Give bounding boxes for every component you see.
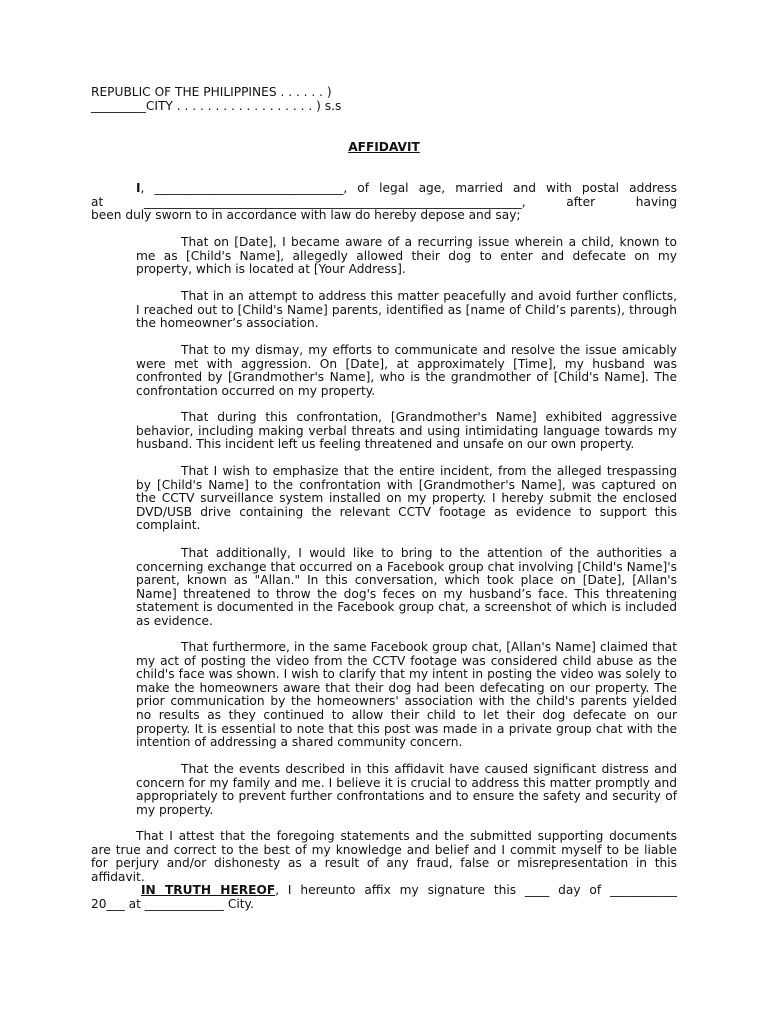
- paragraph-4-text: That during this confrontation, [Grandmother's Name] exhibited aggressive behavior, including making verbal threats and using intimidating language towards my husband. This incident left us feeling threatened and unsafe on our own property.: [136, 410, 677, 452]
- attestation-text: That I attest that the foregoing statements and the submitted supporting documents are true and correct to the best of my knowledge and belief and I commit myself to be liable for perjury and/or dishonesty as a result of any fraud, false or misrepresentation in this affidavit.: [91, 829, 677, 884]
- paragraph-6: [136, 547, 677, 629]
- paragraph-4: [136, 411, 677, 452]
- signature-clause: [91, 884, 677, 911]
- paragraph-8: [136, 763, 677, 817]
- signature-clause-line-2: 20___ at _____________ City.: [91, 896, 254, 911]
- intro-line-3: been duly sworn to in accordance with law do hereby depose and say;: [91, 208, 521, 223]
- intro-paragraph: [91, 182, 677, 223]
- paragraph-7-text: That furthermore, in the same Facebook group chat, [Allan's Name] claimed that my act of posting the video from the CCTV footage was considered child abuse as the child's face was shown. I wish to clarify that my intent in posting the video was solely to make the homeowners aware that their dog had been defecating on our property. The prior communication by the homeowners' association with the child's parents yielded no results as they continued to allow their child to let their dog defecate on our property. It is essential to note that this post was made in a private group chat with the intention of addressing a shared community concern.: [136, 640, 677, 750]
- venue-header: [91, 86, 341, 114]
- in-truth-hereof: IN TRUTH HEREOF: [141, 883, 276, 897]
- venue-republic-line: REPUBLIC OF THE PHILIPPINES . . . . . . ): [91, 85, 332, 99]
- paragraph-1: [136, 236, 677, 277]
- paragraph-6-text: That additionally, I would like to bring to the attention of the authorities a concerning exchange that occurred on a Facebook group chat involving [Child's Name]'s parent, known as "Allan." In this conversation, which took place on [Date], [Allan's Name] threatened to throw the dog's feces on my husband’s face. This threatening statement is documented in the Facebook group chat, a screenshot of which is included as evidence.: [136, 546, 677, 628]
- paragraph-2: [136, 290, 677, 331]
- signature-clause-line-1: [91, 884, 677, 898]
- paragraph-5: [136, 465, 677, 533]
- paragraph-1-text: That on [Date], I became aware of a recurring issue wherein a child, known to me as [Child's Name], allegedly allowed their dog to enter and defecate on my property, which is located at [Your Address].: [136, 235, 677, 277]
- paragraph-2-text: That in an attempt to address this matter peacefully and avoid further conflicts, I reached out to [Child's Name] parents, identified as [name of Child’s parents), through the homeowner’s association.: [136, 289, 677, 331]
- intro-pronoun: I: [136, 181, 141, 195]
- paragraph-8-text: That the events described in this affidavit have caused significant distress and concern for my family and me. I believe it is crucial to address this matter promptly and appropriately to prevent further confrontations and to ensure the safety and security of my property.: [136, 762, 677, 817]
- paragraph-3: [136, 344, 677, 398]
- document-title: AFFIDAVIT: [348, 140, 420, 154]
- intro-line-2: at ______________________________________________________________, after having: [91, 194, 677, 209]
- intro-line-1: [91, 182, 677, 196]
- attestation-paragraph: [91, 830, 677, 884]
- paragraph-7: [136, 641, 677, 750]
- signature-clause-text: , I hereunto affix my signature this ____ day of ___________: [275, 883, 677, 897]
- paragraph-5-text: That I wish to emphasize that the entire incident, from the alleged trespassing by [Child's Name] to the confrontation with [Grandmother's Name], was captured on the CCTV surveillance system installed on my property. I hereby submit the enclosed DVD/USB drive containing the relevant CCTV footage as evidence to support this complaint.: [136, 464, 677, 533]
- intro-line-1-text: , _______________________________, of legal age, married and with postal address: [140, 181, 677, 195]
- paragraph-3-text: That to my dismay, my efforts to communicate and resolve the issue amicably were met with aggression. On [Date], at approximately [Time], my husband was confronted by [Grandmother's Name], who is the grandmother of [Child's Name]. The confrontation occurred on my property.: [136, 343, 677, 398]
- venue-city-line: _________CITY . . . . . . . . . . . . . . . . . . ) s.s: [91, 99, 342, 113]
